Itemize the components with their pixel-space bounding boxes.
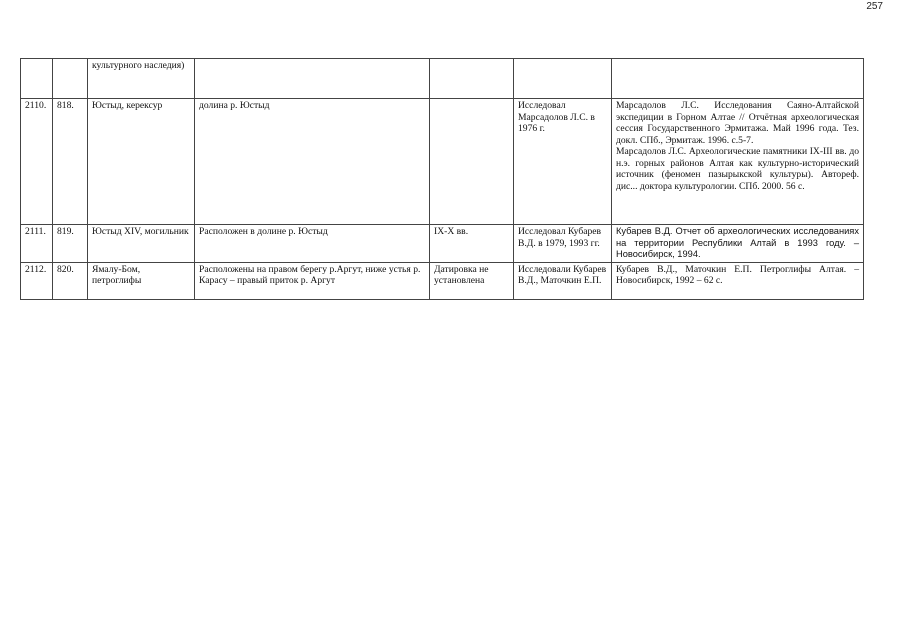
- table-row: [21, 59, 864, 99]
- row-number: [21, 59, 53, 99]
- row-number: 2112.: [21, 262, 53, 299]
- monument-name: Юстыд, керексур: [88, 99, 195, 225]
- table-row: [21, 99, 864, 225]
- monument-location: [195, 59, 430, 99]
- row-number: 2110.: [21, 99, 53, 225]
- monument-research: Исследовал Марсадолов Л.С. в 1976 г.: [514, 99, 612, 225]
- monument-location: долина р. Юстыд: [195, 99, 430, 225]
- source-reference: Марсадолов Л.С. Археологические памятники IX-III вв. до н.э. горных районов Алтая как культурно-исторический источник (феномен пазырыкской культуры). Автореф. дис... доктора культурологии. СПб. 2000. 56 с.: [616, 146, 859, 192]
- monument-sources: [612, 99, 864, 225]
- source-reference: Марсадолов Л.С. Исследования Саяно-Алтайской экспедиции в Горном Алтае // Отчётная археологическая сессия Государственного Эрмитажа. Май 1996 года. Тез. докл. СПб., Эрмитаж. 1996. с.5-7.: [616, 100, 859, 146]
- monuments-table: [20, 58, 864, 300]
- monument-id: 819.: [53, 225, 88, 263]
- monument-research: Исследовали Кубарев В.Д., Маточкин Е.П.: [514, 262, 612, 299]
- monument-id: 818.: [53, 99, 88, 225]
- table-row: [21, 262, 864, 299]
- monument-location: Расположен в долине р. Юстыд: [195, 225, 430, 263]
- source-reference: Кубарев В.Д., Маточкин Е.П. Петроглифы Алтая. – Новосибирск, 1992 – 62 с.: [616, 263, 859, 286]
- row-number: 2111.: [21, 225, 53, 263]
- monument-name: культурного наследия): [88, 59, 195, 99]
- monument-sources: [612, 59, 864, 99]
- monument-name: Юстыд XIV, могильник: [88, 225, 195, 263]
- monument-dating: [430, 99, 514, 225]
- monument-dating: [430, 59, 514, 99]
- monument-sources: [612, 225, 864, 263]
- page-number: 257: [866, 1, 883, 12]
- monument-name: Ямалу-Бом, петроглифы: [88, 262, 195, 299]
- monument-research: Исследовал Кубарев В.Д. в 1979, 1993 гг.: [514, 225, 612, 263]
- monument-id: 820.: [53, 262, 88, 299]
- monument-research: [514, 59, 612, 99]
- monument-id: [53, 59, 88, 99]
- monument-sources: [612, 262, 864, 299]
- source-reference: Кубарев В.Д. Отчет об археологических исследованиях на территории Республики Алтай в 1993 году. – Новосибирск, 1994.: [616, 226, 859, 259]
- table-row: [21, 225, 864, 263]
- monument-dating: Датировка не установлена: [430, 262, 514, 299]
- monument-dating: IX-X вв.: [430, 225, 514, 263]
- monument-location: Расположены на правом берегу р.Аргут, ниже устья р. Карасу – правый приток р. Аргут: [195, 262, 430, 299]
